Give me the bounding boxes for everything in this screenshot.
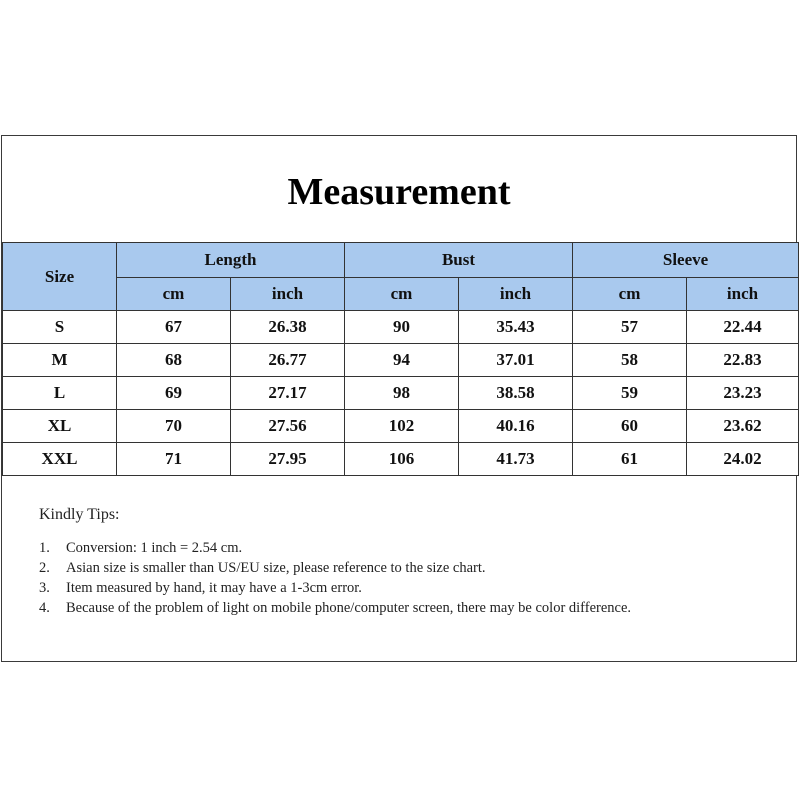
measurement-cell: 60: [573, 410, 687, 443]
size-cell: L: [3, 377, 117, 410]
measurement-cell: 24.02: [687, 443, 799, 476]
tips-list: [39, 538, 686, 618]
measurement-cell: 61: [573, 443, 687, 476]
measurement-cell: 37.01: [459, 344, 573, 377]
table-row: [3, 377, 799, 410]
unit-header: cm: [573, 278, 687, 311]
measurement-cell: 41.73: [459, 443, 573, 476]
size-cell: XXL: [3, 443, 117, 476]
measurement-cell: 23.62: [687, 410, 799, 443]
group-header-length: Length: [117, 243, 345, 278]
measurement-cell: 106: [345, 443, 459, 476]
group-header-bust: Bust: [345, 243, 573, 278]
table-row: [3, 344, 799, 377]
measurement-cell: 26.38: [231, 311, 345, 344]
measurement-cell: 94: [345, 344, 459, 377]
measurement-cell: 98: [345, 377, 459, 410]
measurement-cell: 27.56: [231, 410, 345, 443]
tip-number: 4.: [39, 600, 50, 616]
measurement-cell: 71: [117, 443, 231, 476]
unit-header: cm: [117, 278, 231, 311]
group-header-sleeve: Sleeve: [573, 243, 799, 278]
table-row: [3, 443, 799, 476]
size-table: [2, 242, 799, 476]
size-table-body: [3, 311, 799, 476]
tip-item: [39, 538, 686, 558]
measurement-cell: 27.95: [231, 443, 345, 476]
measurement-cell: 57: [573, 311, 687, 344]
tip-item: [39, 598, 686, 618]
measurement-cell: 68: [117, 344, 231, 377]
measurement-cell: 70: [117, 410, 231, 443]
size-cell: S: [3, 311, 117, 344]
tip-number: 1.: [39, 540, 50, 556]
measurement-cell: 59: [573, 377, 687, 410]
size-cell: M: [3, 344, 117, 377]
unit-header: cm: [345, 278, 459, 311]
measurement-cell: 58: [573, 344, 687, 377]
page-title: Measurement: [287, 171, 511, 213]
tip-item: [39, 558, 686, 578]
measurement-cell: 22.83: [687, 344, 799, 377]
tip-number: 3.: [39, 580, 50, 596]
table-row: [3, 311, 799, 344]
measurement-cell: 22.44: [687, 311, 799, 344]
tips-heading: Kindly Tips:: [39, 506, 120, 523]
size-chart-card: [1, 135, 797, 662]
tip-text: Conversion: 1 inch = 2.54 cm.: [66, 540, 243, 556]
measurement-cell: 38.58: [459, 377, 573, 410]
unit-header: inch: [231, 278, 345, 311]
measurement-cell: 27.17: [231, 377, 345, 410]
tip-item: [39, 578, 686, 598]
unit-header: inch: [459, 278, 573, 311]
measurement-cell: 102: [345, 410, 459, 443]
measurement-cell: 26.77: [231, 344, 345, 377]
tip-text: Because of the problem of light on mobile phone/computer screen, there may be color difference.: [66, 600, 632, 616]
tip-text: Item measured by hand, it may have a 1-3cm error.: [66, 580, 362, 596]
unit-header: inch: [687, 278, 799, 311]
size-cell: XL: [3, 410, 117, 443]
measurement-cell: 23.23: [687, 377, 799, 410]
measurement-cell: 69: [117, 377, 231, 410]
tip-text: Asian size is smaller than US/EU size, please reference to the size chart.: [66, 560, 486, 576]
tip-number: 2.: [39, 560, 50, 576]
tips-section: [39, 506, 686, 618]
measurement-cell: 67: [117, 311, 231, 344]
measurement-cell: 40.16: [459, 410, 573, 443]
measurement-cell: 90: [345, 311, 459, 344]
table-row: [3, 410, 799, 443]
measurement-cell: 35.43: [459, 311, 573, 344]
size-header: Size: [3, 243, 117, 311]
